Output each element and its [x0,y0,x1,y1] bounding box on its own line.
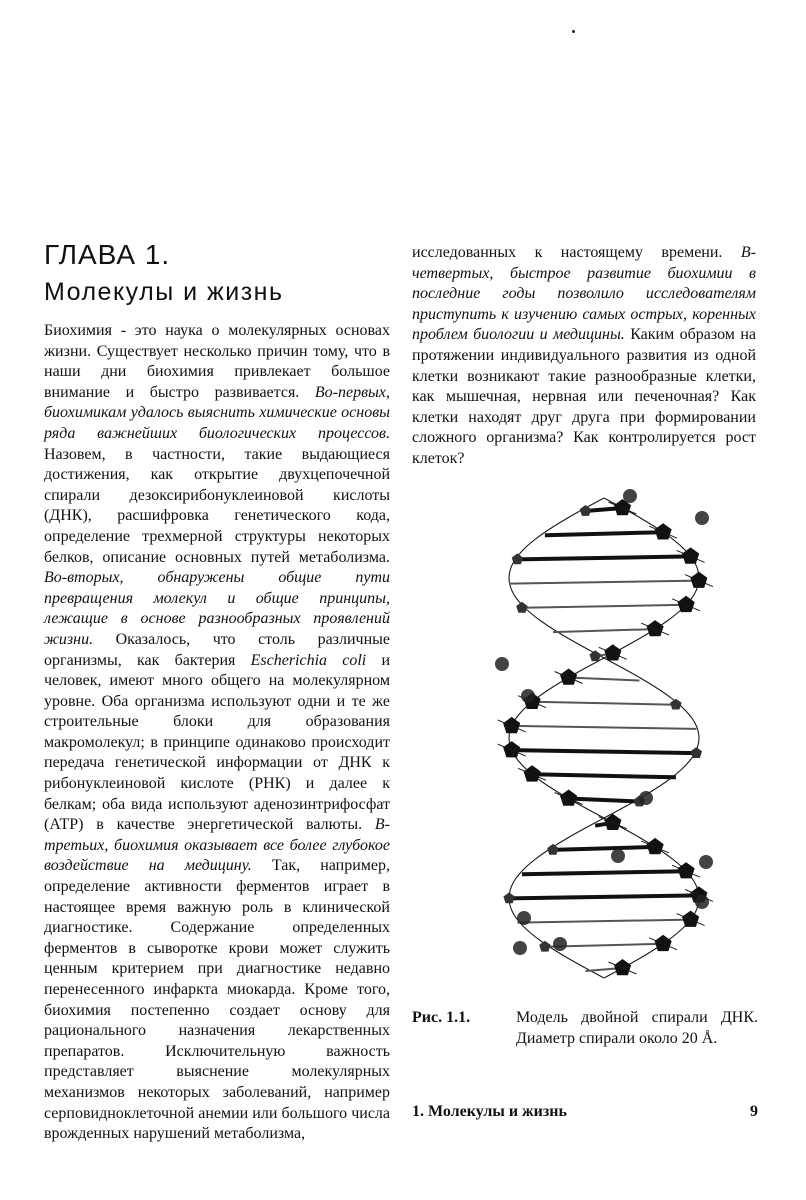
emphasis-run: Во-вторых, обнаружены общие пути превращения молекул и общие принципы, лежащие в основе разнообразных проявлений жизни. [44,569,390,648]
sugar-ring [539,941,550,952]
sugar-ring [590,650,601,661]
atom-blob [699,855,713,869]
sugar-ring [516,602,527,613]
atom-blob [695,895,709,909]
sugar-ring [655,935,672,951]
base-pair [517,556,690,559]
sugar-ring [682,911,699,927]
backbone-strand [509,498,699,978]
dna-double-helix-figure [470,478,738,998]
atom-blob [695,511,709,525]
body-paragraph [44,321,390,1145]
page-number: 9 [750,1103,758,1120]
atom-blob [513,941,527,955]
atom-blob [553,937,567,951]
base-pair [532,774,676,777]
figure-caption-text: Модель двойной спирали ДНК. Диаметр спирали около 20 Å. [516,1009,758,1047]
base-pair [509,581,699,584]
atom-blob [521,689,535,703]
figure-label: Рис. 1.1. [412,1009,471,1026]
atom-blob [495,657,509,671]
base-pair [522,605,686,608]
text-run: исследованных к настоящему времени. [412,244,741,261]
atom-blob [517,911,531,925]
helix-drawing [495,489,713,978]
sugar-ring [560,790,577,806]
text-run: Каким образом на протяжении индивидуального развития из одной клетки возникают такие разнообразные клетки, как мышечная, нервная или печеночная? Как клетки находят друг друга при формировании сложного организма? Как контролируется рост клеток? [412,326,756,467]
sugar-ring [647,620,664,636]
running-head: 1. Молекулы и жизнь [412,1103,567,1120]
base-pair [512,750,697,753]
sugar-ring [503,892,514,903]
emphasis-run: В-третьих, биохимия оказывает все более глубокое воздействие на медицину. [44,816,390,875]
base-pair [517,920,690,923]
sugar-ring [690,572,707,588]
sugar-ring [560,669,577,685]
chapter-heading [44,238,384,310]
sugar-ring [655,523,672,539]
right-column [412,243,756,470]
species-name: Escherichia coli [250,651,367,669]
text-run: и человек, имеют много общего на молекулярном уровне. Оба организма используют одни и те же строительные блоки для образования макромолекул; в принципе одинаково происходит передача генетической информации от ДНК к рибонуклеиновой кислоте (РНК) и далее к белкам; оба вида используют аденозинтрифосфат (АТР) в качестве энергетической валюты. [44,651,391,834]
base-pair [512,726,697,729]
base-pair [532,702,676,705]
body-paragraph [412,243,756,470]
atom-blob [623,489,637,503]
sugar-ring [604,644,621,660]
base-pair [545,532,663,535]
text-run: Оказалось, что столь различные организмы, как бактерия [44,630,390,669]
atom-blob [611,849,625,863]
text-run: Так, например, определение активности ферментов играет в настоящее время важную роль в клинической диагностике. Содержание определенных ферментов в сыворотке крови может служить ценным критерием при диагностике недавно перенесенного инфаркта миокарда. Кроме того, биохимия постепенно создает основу для рационального назначения лекарственных препаратов. Исключительную важность представляет выяснение молекулярных механизмов некоторых заболеваний, например серповидноклеточной анемии или большого числа врожденных нарушений метаболизма, [44,857,390,1143]
base-pair [569,799,640,802]
base-pair [509,895,699,898]
sugar-ring [580,505,591,516]
sugar-ring [691,747,702,758]
sugar-ring [647,838,664,854]
sugar-ring [547,844,558,855]
emphasis-run: Во-первых, биохимикам удалось выяснить химические основы ряда важнейших биологических процессов. [44,383,390,442]
sugar-ring [670,699,682,710]
base-pair [553,629,655,632]
text-run: Биохимия - это наука о молекулярных основах жизни. Существует несколько причин тому, что в наши дни биохимия привлекает большое внимание и быстро развивается. [44,322,390,401]
chapter-number: ГЛАВА 1. [44,239,171,270]
chapter-title: Молекулы и жизнь [44,278,284,306]
backbone-strand [509,498,699,978]
base-pair [569,678,640,681]
left-column [44,321,390,1145]
sugar-ring [512,553,523,564]
sugar-ring [614,959,631,975]
page-footer [412,1103,758,1121]
base-pair [553,847,655,850]
emphasis-run: В-четвертых, быстрое развитие биохимии в последние годы позволило исследователям приступить к изучению самых острых, коренных проблем биологии и медицины. [412,244,756,344]
sugar-ring [524,765,541,781]
scan-speck [572,30,575,33]
text-run: Назовем, в частности, такие выдающиеся достижения, как открытие двухцепочечной спирали дезоксирибонуклеиновой кислоты (ДНК), расшифровка генетического кода, определение трехмерной структуры некоторых белков, описание основных путей метаболизма. [44,445,390,566]
sugar-ring [503,717,520,733]
atom-blob [639,791,653,805]
base-pair [522,871,686,874]
sugar-ring [503,741,520,757]
